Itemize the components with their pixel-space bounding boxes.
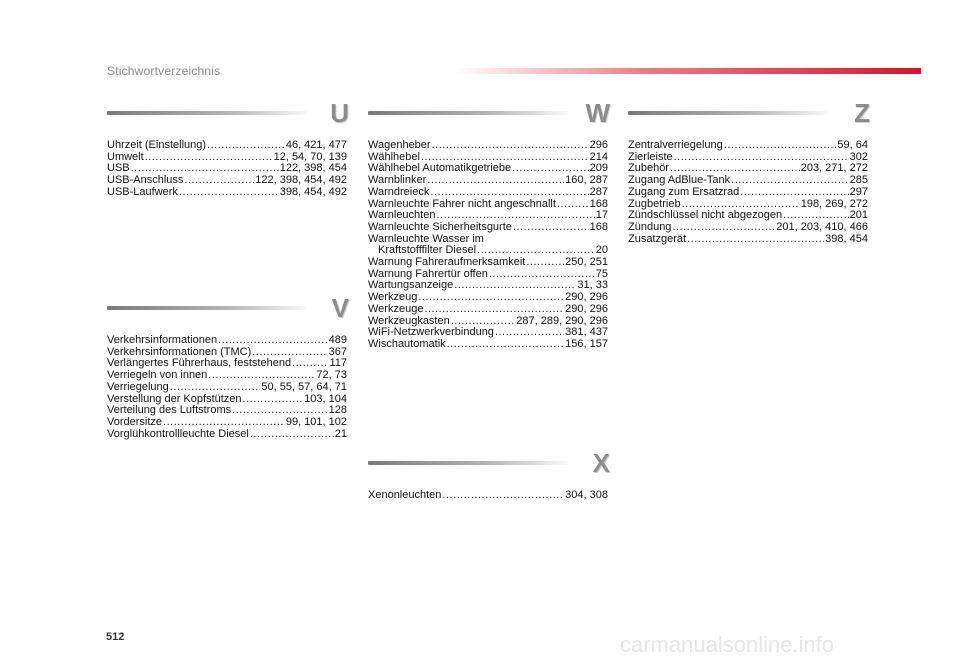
index-term: USB-Anschluss <box>107 174 184 187</box>
index-entry <box>107 140 347 152</box>
section-divider <box>368 111 568 115</box>
index-entry <box>628 222 868 234</box>
index-pages: 304, 308 <box>565 489 608 501</box>
index-pages: 31, 33 <box>577 279 608 292</box>
dot-leader <box>724 140 837 152</box>
index-pages: 287, 289, 290, 296 <box>516 314 608 327</box>
section-v <box>107 293 349 440</box>
index-pages: 168 <box>589 197 608 210</box>
section-letter: Z <box>854 98 870 128</box>
index-pages: 160, 287 <box>565 174 608 187</box>
dot-leader <box>442 490 564 502</box>
index-term: Werkzeuge <box>368 302 424 315</box>
index-pages: 128 <box>328 404 347 417</box>
index-pages: 285 <box>849 174 868 187</box>
section-letter: U <box>330 98 349 128</box>
dot-leader <box>557 199 589 211</box>
dot-leader <box>218 335 328 347</box>
index-pages: 381, 437 <box>565 326 608 339</box>
index-term: Zentralverriegelung <box>628 139 723 151</box>
dot-leader <box>430 187 588 199</box>
dot-leader <box>526 257 564 269</box>
dot-leader <box>687 234 824 246</box>
index-pages: 302 <box>849 150 868 163</box>
index-pages: 201 <box>849 209 868 222</box>
dot-leader <box>179 187 279 199</box>
dot-leader <box>250 429 334 441</box>
index-term: USB <box>107 162 130 175</box>
index-pages: 75 <box>595 267 608 280</box>
index-pages: 209 <box>589 162 608 175</box>
index-term: Zugbetrieb <box>628 197 681 210</box>
section-x <box>368 448 610 502</box>
section-divider <box>107 306 307 310</box>
index-term: Verteilung des Luftstroms <box>107 404 232 417</box>
index-term: Warnleuchte Fahrer nicht angeschnallt <box>368 197 556 210</box>
index-entry <box>368 490 608 502</box>
section-w <box>368 98 610 351</box>
index-pages: 489 <box>328 334 347 346</box>
index-term: Warnleuchten <box>368 209 436 222</box>
index-entries <box>368 490 608 502</box>
section-divider <box>368 461 568 465</box>
section-header <box>628 98 870 134</box>
index-term: Verkehrsinformationen <box>107 334 218 346</box>
index-pages: 290, 296 <box>565 291 608 304</box>
section-z <box>628 98 870 245</box>
index-entry <box>107 429 347 441</box>
index-pages: 398, 454 <box>825 232 868 245</box>
page-header-title: Stichwortverzeichnis <box>107 64 221 78</box>
index-entry <box>628 187 868 199</box>
index-pages: 21 <box>334 427 347 440</box>
index-term: Umwelt <box>107 150 144 163</box>
index-pages: 122, 398, 454 <box>279 162 347 175</box>
index-term: Zierleiste <box>628 150 673 163</box>
index-pages: 201, 203, 410, 466 <box>776 220 868 233</box>
index-entry <box>107 335 347 347</box>
index-term: Zündung <box>628 220 672 233</box>
index-entry <box>107 382 347 394</box>
index-term: Zündschlüssel nicht abgezogen <box>628 209 783 222</box>
dot-leader <box>740 187 848 199</box>
index-pages: 99, 101, 102 <box>285 415 347 428</box>
index-pages: 203, 271, 272 <box>800 162 868 175</box>
index-term: Wartungsanzeige <box>368 279 454 292</box>
index-term: Verriegelung <box>107 380 169 393</box>
index-pages: 103, 104 <box>304 392 347 405</box>
index-pages: 59, 64 <box>837 139 868 151</box>
index-entry <box>368 339 608 351</box>
index-term: Zubehör <box>628 162 669 175</box>
dot-leader <box>513 222 589 234</box>
index-entry <box>368 187 608 199</box>
index-entries <box>107 140 347 199</box>
index-pages: 17 <box>595 209 608 222</box>
index-pages: 46, 421, 477 <box>285 139 347 151</box>
index-entry <box>368 140 608 152</box>
index-pages: 297 <box>849 185 868 198</box>
index-entry <box>368 304 608 316</box>
index-term: Uhrzeit (Einstellung) <box>107 139 207 151</box>
index-pages: 398, 454, 492 <box>279 185 347 198</box>
index-pages: 12, 54, 70, 139 <box>273 150 347 163</box>
index-entry <box>107 417 347 429</box>
index-pages: 296 <box>589 139 608 151</box>
index-pages: 72, 73 <box>316 369 347 382</box>
header-accent-bar <box>455 68 921 74</box>
index-term: Warnung Fahreraufmerksamkeit <box>368 256 526 269</box>
section-header <box>368 98 610 134</box>
dot-leader <box>184 175 254 187</box>
dot-leader <box>207 140 285 152</box>
index-term: Warnung Fahrertür offen <box>368 267 488 280</box>
dot-leader <box>243 394 304 406</box>
index-term: Kraftstofffilter Diesel <box>378 244 477 257</box>
index-term: Wählhebel <box>368 150 420 163</box>
index-term: Werkzeug <box>368 291 418 304</box>
section-header <box>368 448 610 484</box>
index-term: Vordersitze <box>107 415 163 428</box>
index-term: Verstellung der Kopfstützen <box>107 392 242 405</box>
index-entry <box>368 222 608 234</box>
section-header <box>107 98 349 134</box>
index-term: Vorglühkontrollleuchte Diesel <box>107 427 249 440</box>
section-letter: X <box>592 448 610 478</box>
index-term: Warnleuchte Sicherheitsgurte <box>368 220 512 233</box>
index-term: Wählhebel Automatikgetriebe <box>368 162 512 175</box>
index-term: Verriegeln von innen <box>107 369 208 382</box>
watermark: carmanualsonline.info <box>620 632 835 657</box>
index-term: Zugang AdBlue-Tank <box>628 174 731 187</box>
dot-leader <box>427 175 564 187</box>
index-pages: 290, 296 <box>565 302 608 315</box>
index-term: USB-Laufwerk <box>107 185 178 198</box>
dot-leader <box>163 417 285 429</box>
section-header <box>107 293 349 329</box>
index-pages: 250, 251 <box>565 256 608 269</box>
dot-leader <box>447 339 565 351</box>
index-entry <box>628 234 868 246</box>
index-pages: 50, 55, 57, 64, 71 <box>261 380 347 393</box>
index-pages: 20 <box>595 244 608 257</box>
dot-leader <box>145 152 273 164</box>
index-term: Verkehrsinformationen (TMC) <box>107 345 252 358</box>
index-term: Warnblinker <box>368 174 427 187</box>
index-term: WiFi-Netzwerkverbindung <box>368 326 494 339</box>
index-pages: 198, 269, 272 <box>800 197 868 210</box>
page-number: 512 <box>106 631 125 643</box>
dot-leader <box>672 222 775 234</box>
index-entry <box>107 187 347 199</box>
index-term: Verlängertes Führerhaus, feststehend <box>107 357 292 370</box>
index-entry <box>368 257 608 269</box>
section-divider <box>628 111 828 115</box>
index-term: Zusatzgerät <box>628 232 687 245</box>
index-term: Wagenheber <box>368 139 431 151</box>
index-term: Wischautomatik <box>368 337 446 350</box>
index-pages: 367 <box>328 345 347 358</box>
dot-leader <box>170 382 261 394</box>
index-entries <box>628 140 868 245</box>
index-entries <box>107 335 347 440</box>
index-pages: 214 <box>589 150 608 163</box>
index-pages: 117 <box>329 357 347 370</box>
index-term: Warndreieck <box>368 185 430 198</box>
dot-leader <box>432 140 589 152</box>
section-divider <box>107 111 307 115</box>
dot-leader <box>731 175 849 187</box>
dot-leader <box>454 280 576 292</box>
index-term: Zugang zum Ersatzrad <box>628 185 740 198</box>
index-term: Werkzeugkasten <box>368 314 450 327</box>
index-pages: 156, 157 <box>565 337 608 350</box>
index-term: Xenonleuchten <box>368 489 442 501</box>
dot-leader <box>424 304 564 316</box>
index-pages: 168 <box>589 220 608 233</box>
section-letter: W <box>585 98 610 128</box>
index-pages: 122, 398, 454, 492 <box>255 174 347 187</box>
index-entry <box>628 140 868 152</box>
index-entry-heading: Warnleuchte Wasser im <box>368 232 484 245</box>
dot-leader <box>418 292 564 304</box>
section-letter: V <box>331 293 349 323</box>
index-pages: 287 <box>589 185 608 198</box>
section-u <box>107 98 349 199</box>
index-entries <box>368 140 608 351</box>
dot-leader <box>495 327 564 339</box>
